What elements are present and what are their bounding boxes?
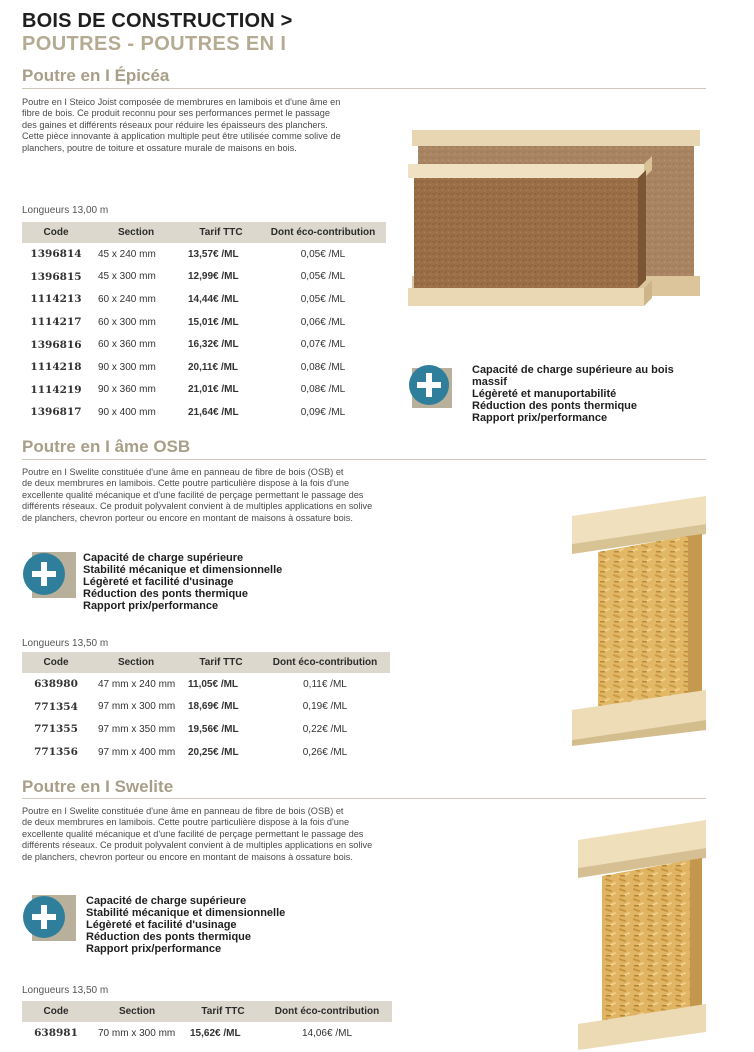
section-description-epicea — [22, 97, 341, 154]
product-section: 70 mm x 300 mm — [98, 1027, 176, 1039]
description-line: planchers, poutre de toiture et ossature murale de maisons en bois. — [22, 142, 297, 153]
product-price: 14,44€ /ML — [188, 293, 239, 305]
table-row — [22, 718, 390, 741]
product-section: 45 x 240 mm — [98, 248, 156, 260]
product-code: 771356 — [34, 746, 78, 759]
column-header-section: Section — [90, 222, 182, 243]
product-section: 45 x 300 mm — [98, 271, 156, 283]
eco-contribution: 0,19€ /ML — [302, 701, 348, 713]
table-row — [22, 696, 390, 719]
table-row — [22, 356, 386, 379]
description-line: Poutre en I Swelite constituée d'une âme en panneau de fibre de bois (OSB) et — [22, 806, 344, 816]
price-table-epicea — [22, 222, 386, 424]
column-header-code: Code — [22, 222, 90, 243]
product-price: 12,99€ /ML — [188, 271, 239, 283]
column-header-eco: Dont éco-contribution — [262, 1001, 392, 1022]
benefit-item: Réduction des ponts thermique — [86, 931, 252, 943]
product-price: 21,01€ /ML — [188, 384, 239, 396]
product-code: 1114217 — [30, 316, 82, 329]
eco-contribution: 0,26€ /ML — [302, 746, 348, 758]
benefit-item: Légèreté et facilité d'usinage — [86, 919, 237, 931]
product-code: 1396815 — [30, 270, 82, 283]
product-image-osb — [570, 494, 708, 746]
description-line: différents réseaux. Ce produit polyvalent convient à de multiples applications en solive — [22, 840, 373, 851]
product-code: 771355 — [34, 723, 78, 736]
product-section: 90 x 400 mm — [98, 406, 156, 418]
column-header-code: Code — [22, 1001, 90, 1022]
benefit-item: Capacité de charge supérieure au bois — [472, 364, 674, 376]
product-section: 47 mm x 240 mm — [98, 678, 176, 690]
product-code: 771354 — [34, 700, 78, 713]
product-section: 60 x 300 mm — [98, 316, 156, 328]
product-price: 19,56€ /ML — [188, 723, 239, 735]
benefit-item: Légèreté et manuportabilité — [472, 388, 617, 400]
eco-contribution: 0,05€ /ML — [300, 248, 346, 260]
benefits-list — [68, 893, 285, 955]
section-title-osb: Poutre en I âme OSB — [22, 437, 191, 456]
benefit-item: Rapport prix/performance — [83, 600, 219, 612]
description-line: de planchers, chevron porteur ou encore en montant de maisons à ossature bois. — [22, 512, 353, 523]
eco-contribution: 0,08€ /ML — [300, 361, 346, 373]
column-header-code: Code — [22, 652, 90, 673]
product-code: 1396816 — [30, 338, 82, 351]
product-code: 1114213 — [30, 293, 82, 306]
description-line: excellente qualité mécanique et d'une facilité de perçage permettant le passage des — [22, 489, 364, 500]
table-row — [22, 401, 386, 424]
benefit-item: Capacité de charge supérieure — [83, 552, 244, 564]
column-header-eco: Dont éco-contribution — [260, 652, 390, 673]
section-description-osb — [22, 467, 372, 524]
product-price: 16,32€ /ML — [188, 339, 239, 351]
benefit-item: Réduction des ponts thermique — [472, 400, 638, 412]
eco-contribution: 0,05€ /ML — [300, 293, 346, 305]
lengths-label: Longueurs 13,50 m — [22, 985, 109, 996]
eco-contribution: 0,07€ /ML — [300, 339, 346, 351]
benefits-list — [68, 550, 282, 612]
table-row — [22, 243, 386, 266]
description-line: de planchers, chevron porteur ou encore en montant de maisons à ossature bois. — [22, 851, 353, 862]
table-row — [22, 288, 386, 311]
description-line: Cette pièce innovante à application multiple peut être utilisée comme solive de — [22, 131, 341, 142]
column-header-tarif: Tarif TTC — [182, 652, 260, 673]
product-code: 1396817 — [30, 406, 82, 419]
eco-contribution: 0,09€ /ML — [300, 406, 346, 418]
description-line: excellente qualité mécanique et d'une facilité de perçage permettant le passage des — [22, 828, 364, 839]
description-line: Poutre en I Steico Joist composée de membrures en lamibois et d'une âme en — [22, 97, 341, 107]
section-description-swelite — [22, 806, 372, 863]
lengths-label: Longueurs 13,50 m — [22, 638, 109, 649]
column-header-tarif: Tarif TTC — [184, 1001, 262, 1022]
column-header-section: Section — [90, 1001, 184, 1022]
product-section: 90 x 300 mm — [98, 361, 156, 373]
product-section: 90 x 360 mm — [98, 384, 156, 396]
column-header-tarif: Tarif TTC — [182, 222, 260, 243]
column-header-eco: Dont éco-contribution — [260, 222, 386, 243]
product-price: 13,57€ /ML — [188, 248, 239, 260]
eco-contribution: 0,08€ /ML — [300, 384, 346, 396]
section-divider — [22, 798, 706, 799]
product-price: 15,01€ /ML — [188, 316, 239, 328]
benefits-block-epicea — [408, 364, 674, 424]
price-table-osb — [22, 652, 390, 763]
product-image-swelite — [576, 818, 708, 1050]
product-price: 15,62€ /ML — [190, 1027, 241, 1039]
product-section: 97 mm x 400 mm — [98, 746, 176, 758]
benefit-item: Capacité de charge supérieure — [86, 895, 247, 907]
description-line: différents réseaux. Ce produit polyvalent convient à de multiples applications en solive — [22, 501, 373, 512]
eco-contribution: 0,05€ /ML — [300, 271, 346, 283]
product-code: 1114218 — [30, 361, 82, 374]
benefit-item: Rapport prix/performance — [472, 412, 608, 424]
benefits-block-osb — [22, 550, 282, 612]
price-table-swelite — [22, 1001, 392, 1045]
eco-contribution: 0,22€ /ML — [302, 723, 348, 735]
benefit-item: Rapport prix/performance — [86, 943, 222, 955]
section-divider — [22, 88, 706, 89]
description-line: de deux membrures en lamibois. Cette poutre particulière dispose à la fois d'une — [22, 478, 350, 489]
benefits-block-swelite — [22, 893, 285, 955]
product-price: 18,69€ /ML — [188, 701, 239, 713]
eco-contribution: 0,06€ /ML — [300, 316, 346, 328]
product-code: 1396814 — [30, 248, 82, 261]
product-image-epicea — [408, 126, 708, 316]
product-price: 20,25€ /ML — [188, 746, 239, 758]
product-section: 97 mm x 300 mm — [98, 701, 176, 713]
benefits-list — [454, 364, 674, 424]
page-subcategory-title: POUTRES - POUTRES EN I — [22, 33, 287, 55]
lengths-label: Longueurs 13,00 m — [22, 205, 109, 216]
table-row — [22, 741, 390, 764]
table-header-row — [22, 222, 386, 243]
benefit-item: Stabilité mécanique et dimensionnelle — [83, 564, 283, 576]
product-code: 1114219 — [30, 383, 82, 396]
description-line: Poutre en I Swelite constituée d'une âme en panneau de fibre de bois (OSB) et — [22, 467, 344, 477]
table-row — [22, 266, 386, 289]
eco-contribution: 14,06€ /ML — [301, 1027, 353, 1039]
benefit-item: massif — [472, 376, 507, 388]
table-row — [22, 311, 386, 334]
column-header-section: Section — [90, 652, 182, 673]
description-line: de deux membrures en lamibois. Cette poutre particulière dispose à la fois d'une — [22, 817, 350, 828]
product-price: 11,05€ /ML — [188, 678, 239, 690]
table-header-row — [22, 1001, 392, 1022]
section-title-swelite: Poutre en I Swelite — [22, 777, 174, 796]
product-code: 638981 — [34, 1027, 78, 1040]
table-row — [22, 673, 390, 696]
plus-icon — [22, 893, 68, 939]
table-row — [22, 379, 386, 402]
product-price: 20,11€ /ML — [188, 361, 239, 373]
benefit-item: Légèreté et facilité d'usinage — [83, 576, 234, 588]
table-row — [22, 333, 386, 356]
plus-icon — [22, 550, 68, 596]
benefit-item: Stabilité mécanique et dimensionnelle — [86, 907, 286, 919]
product-section: 60 x 360 mm — [98, 339, 156, 351]
eco-contribution: 0,11€ /ML — [303, 678, 347, 690]
section-divider — [22, 459, 706, 460]
description-line: des gaines et différents réseaux pour réduire les épaisseurs des planchers. — [22, 119, 328, 130]
product-price: 21,64€ /ML — [188, 406, 239, 418]
description-line: fibre de bois. Ce produit reconnu pour ses performances permet le passage — [22, 108, 330, 119]
section-title-epicea: Poutre en I Épicéa — [22, 66, 170, 85]
page-category-title: BOIS DE CONSTRUCTION > — [22, 10, 293, 32]
product-section: 60 x 240 mm — [98, 293, 156, 305]
plus-icon — [408, 364, 454, 410]
product-section: 97 mm x 350 mm — [98, 723, 176, 735]
table-header-row — [22, 652, 390, 673]
table-row — [22, 1022, 392, 1045]
benefit-item: Réduction des ponts thermique — [83, 588, 249, 600]
product-code: 638980 — [34, 678, 78, 691]
